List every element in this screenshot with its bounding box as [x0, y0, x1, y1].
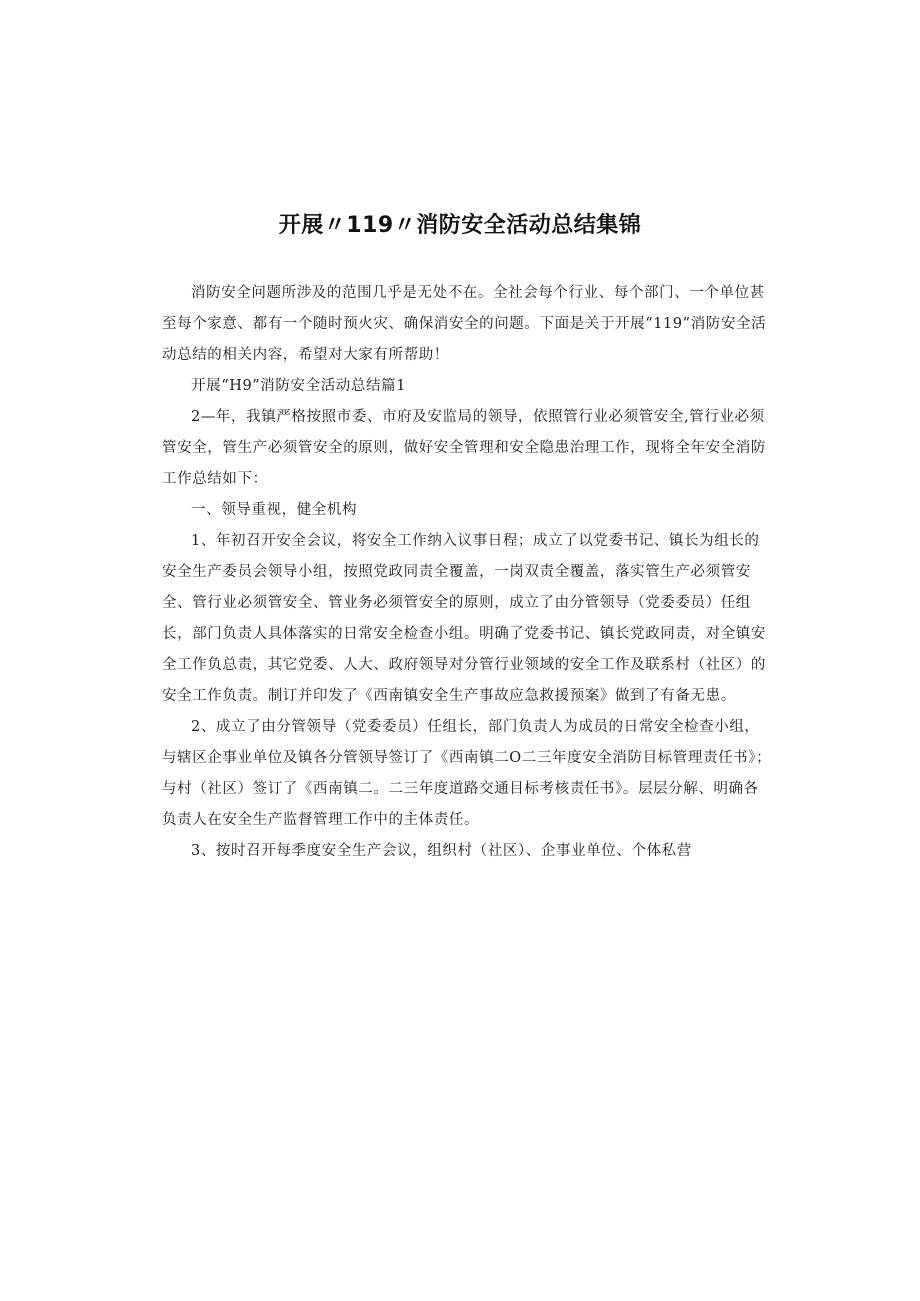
- document-title: 开展〃119〃消防安全活动总结集锦: [278, 213, 642, 238]
- overview-paragraph: 2—年，我镇严格按照市委、市府及安监局的领导，依照管行业必须管安全,管行业必须管安全，管生产必须管安全的原则，做好安全管理和安全隐患治理工作，现将全年安全消防工作总结如下：: [162, 409, 766, 487]
- item-3-paragraph: 3、按时召开每季度安全生产会议，组织村（社区）、企事业单位、个体私营: [191, 843, 692, 859]
- item-2-paragraph: 2、成立了由分管领导（党委委员）任组长，部门负责人为成员的日常安全检查小组，与辖区企事业单位及镇各分管领导签订了《西南镇二O二三年度安全消防目标管理责任书》；与村（社区）签订了《西南镇二。二三年度道路交通目标考核责任书》。层层分解、明确各负责人在安全生产监督管理工作中的主体责任。: [162, 719, 772, 828]
- document-body: [162, 278, 772, 867]
- section-heading-article-1: 开展“H9”消防安全活动总结篇1: [191, 378, 407, 394]
- item-1-paragraph: 1、年初召开安全会议，将安全工作纳入议事日程；成立了以党委书记、镇长为组长的安全生产委员会领导小组，按照党政同责全覆盖，一岗双责全覆盖，落实管生产必须管安全、管行业必须管安全、管业务必须管安全的原则，成立了由分管领导（党委委员）任组长，部门负责人具体落实的日常安全检查小组。明确了党委书记、镇长党政同责，对全镇安全工作负总责，其它党委、人大、政府领导对分管行业领域的安全工作及联系村（社区）的安全工作负责。制订并印发了《西南镇安全生产事故应急救援预案》做到了有备无患。: [162, 533, 766, 704]
- intro-paragraph: 消防安全问题所涉及的范围几乎是无处不在。全社会每个行业、每个部门、一个单位甚至每个家意、都有一个随时预火灾、确保消安全的问题。下面是关于开展“119”消防安全活动总结的相关内容，希望对大家有所帮助！: [162, 285, 767, 363]
- section-heading-leadership: 一、领导重视，健全机构: [191, 502, 358, 518]
